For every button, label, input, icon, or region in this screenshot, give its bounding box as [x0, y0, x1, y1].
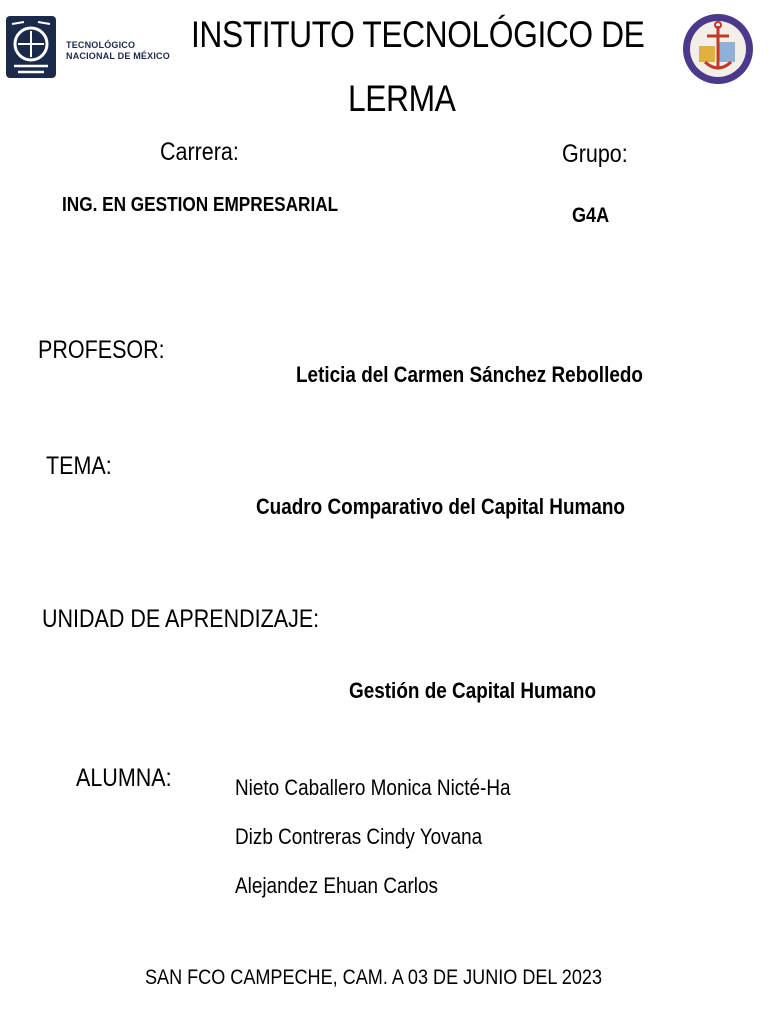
profesor-label: PROFESOR: [38, 336, 165, 364]
carrera-label: Carrera: [160, 138, 239, 166]
student-name: Nieto Caballero Monica Nicté-Ha [235, 775, 511, 800]
tecnm-logo [4, 14, 180, 84]
profesor-value: Leticia del Carmen Sánchez Rebolledo [296, 362, 643, 387]
page-title-line2: LERMA [348, 78, 456, 119]
tema-value: Cuadro Comparativo del Capital Humano [256, 494, 625, 519]
page-title-line1: INSTITUTO TECNOLÓGICO DE [191, 14, 645, 55]
unidad-value: Gestión de Capital Humano [349, 678, 597, 703]
grupo-label: Grupo: [562, 140, 628, 168]
institute-seal-icon [681, 12, 755, 86]
tema-label: TEMA: [46, 452, 112, 480]
institute-seal [681, 12, 755, 86]
unidad-label: UNIDAD DE APRENDIZAJE: [42, 605, 320, 633]
place-date-footer: SAN FCO CAMPECHE, CAM. A 03 DE JUNIO DEL 2023 [145, 966, 602, 989]
logo-text-line1: TECNOLÓGICO [66, 40, 136, 50]
student-name: Dizb Contreras Cindy Yovana [235, 824, 483, 849]
carrera-value: ING. EN GESTION EMPRESARIAL [62, 194, 339, 216]
alumna-label: ALUMNA: [76, 764, 172, 792]
logo-text-line2: NACIONAL DE MÉXICO [66, 51, 170, 61]
grupo-value: G4A [572, 204, 610, 227]
tecnm-logo-icon [4, 14, 58, 80]
student-name: Alejandez Ehuan Carlos [235, 873, 439, 898]
